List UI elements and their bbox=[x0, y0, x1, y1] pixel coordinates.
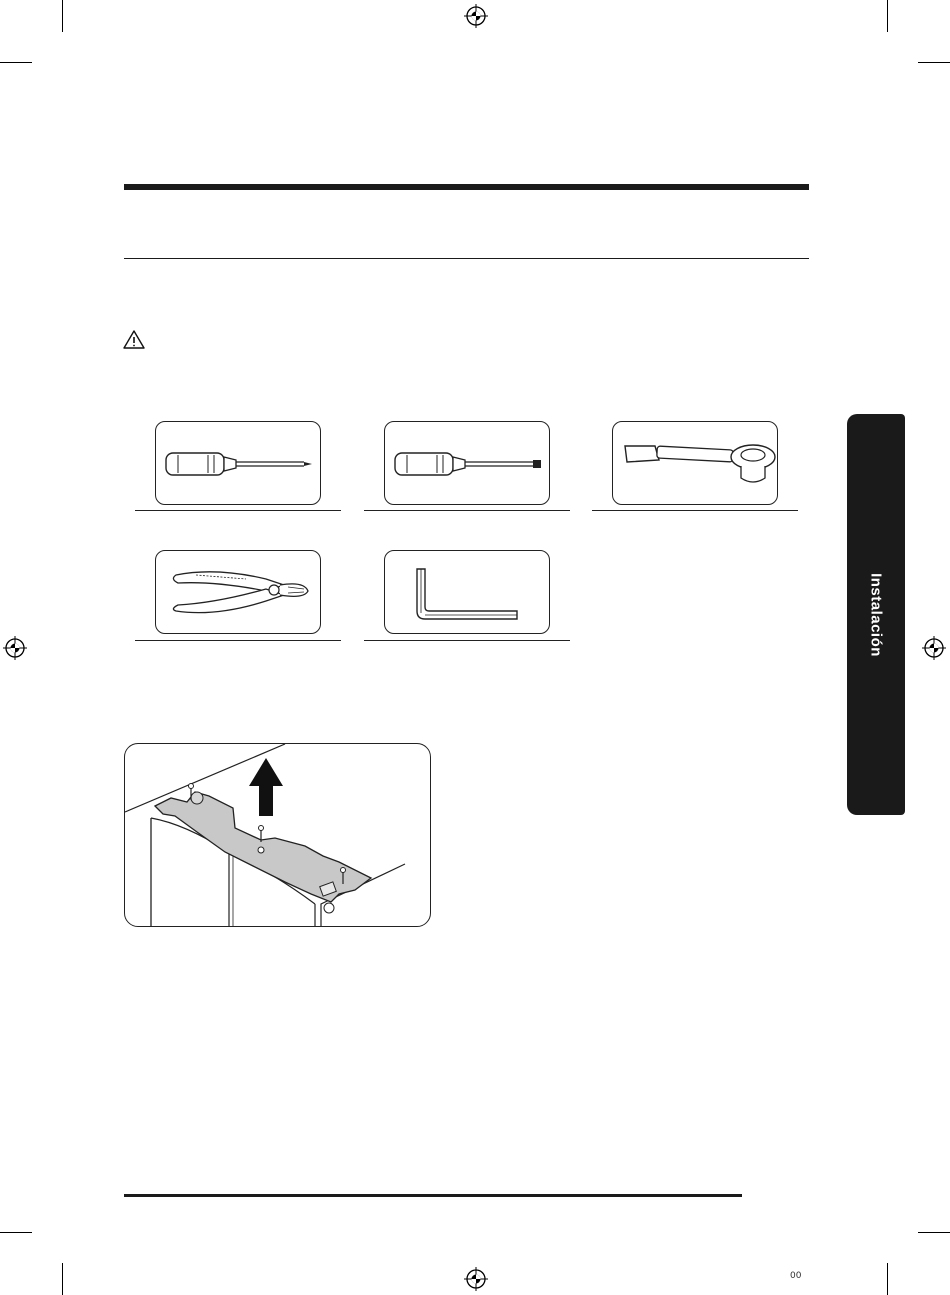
section-side-tab[interactable] bbox=[847, 414, 905, 815]
flathead-screwdriver-icon bbox=[385, 422, 551, 506]
tool-caption-line bbox=[135, 640, 341, 641]
registration-mark-icon bbox=[922, 636, 946, 660]
registration-mark-icon bbox=[464, 1267, 488, 1291]
crop-mark-top-right-h bbox=[918, 62, 950, 63]
socket-wrench-icon bbox=[613, 422, 779, 506]
hex-key-icon bbox=[385, 551, 551, 635]
registration-mark-icon bbox=[464, 4, 488, 28]
crop-mark-bottom-left-h bbox=[0, 1232, 32, 1233]
tool-card-pliers bbox=[155, 550, 321, 634]
tool-caption-line bbox=[364, 640, 570, 641]
tool-card-socket-wrench bbox=[612, 421, 778, 505]
crop-mark-top-left-h bbox=[0, 62, 32, 63]
footer-rule bbox=[124, 1194, 742, 1197]
top-hinge-cover-removal-icon bbox=[125, 744, 431, 927]
illustration-frame bbox=[124, 743, 431, 927]
tool-caption-line bbox=[364, 510, 570, 511]
warning-triangle-icon bbox=[123, 330, 145, 349]
section-side-tab-label: Instalación bbox=[867, 572, 885, 657]
tool-card-hex-key bbox=[384, 550, 550, 634]
crop-mark-bottom-right-h bbox=[918, 1232, 950, 1233]
tool-caption-line bbox=[592, 510, 798, 511]
section-header-rule bbox=[124, 184, 809, 190]
tool-card-flathead bbox=[384, 421, 550, 505]
pliers-icon bbox=[156, 551, 322, 635]
phillips-screwdriver-icon bbox=[156, 422, 322, 506]
section-divider-rule bbox=[124, 258, 809, 259]
tool-caption-line bbox=[135, 510, 341, 511]
crop-mark-top-right-v bbox=[887, 0, 888, 32]
crop-mark-bottom-right-v bbox=[887, 1263, 888, 1295]
registration-mark-icon bbox=[3, 636, 27, 660]
crop-mark-top-left-v bbox=[62, 0, 63, 32]
crop-mark-bottom-left-v bbox=[62, 1263, 63, 1295]
page-number: 00 bbox=[790, 1271, 802, 1281]
tool-card-phillips bbox=[155, 421, 321, 505]
